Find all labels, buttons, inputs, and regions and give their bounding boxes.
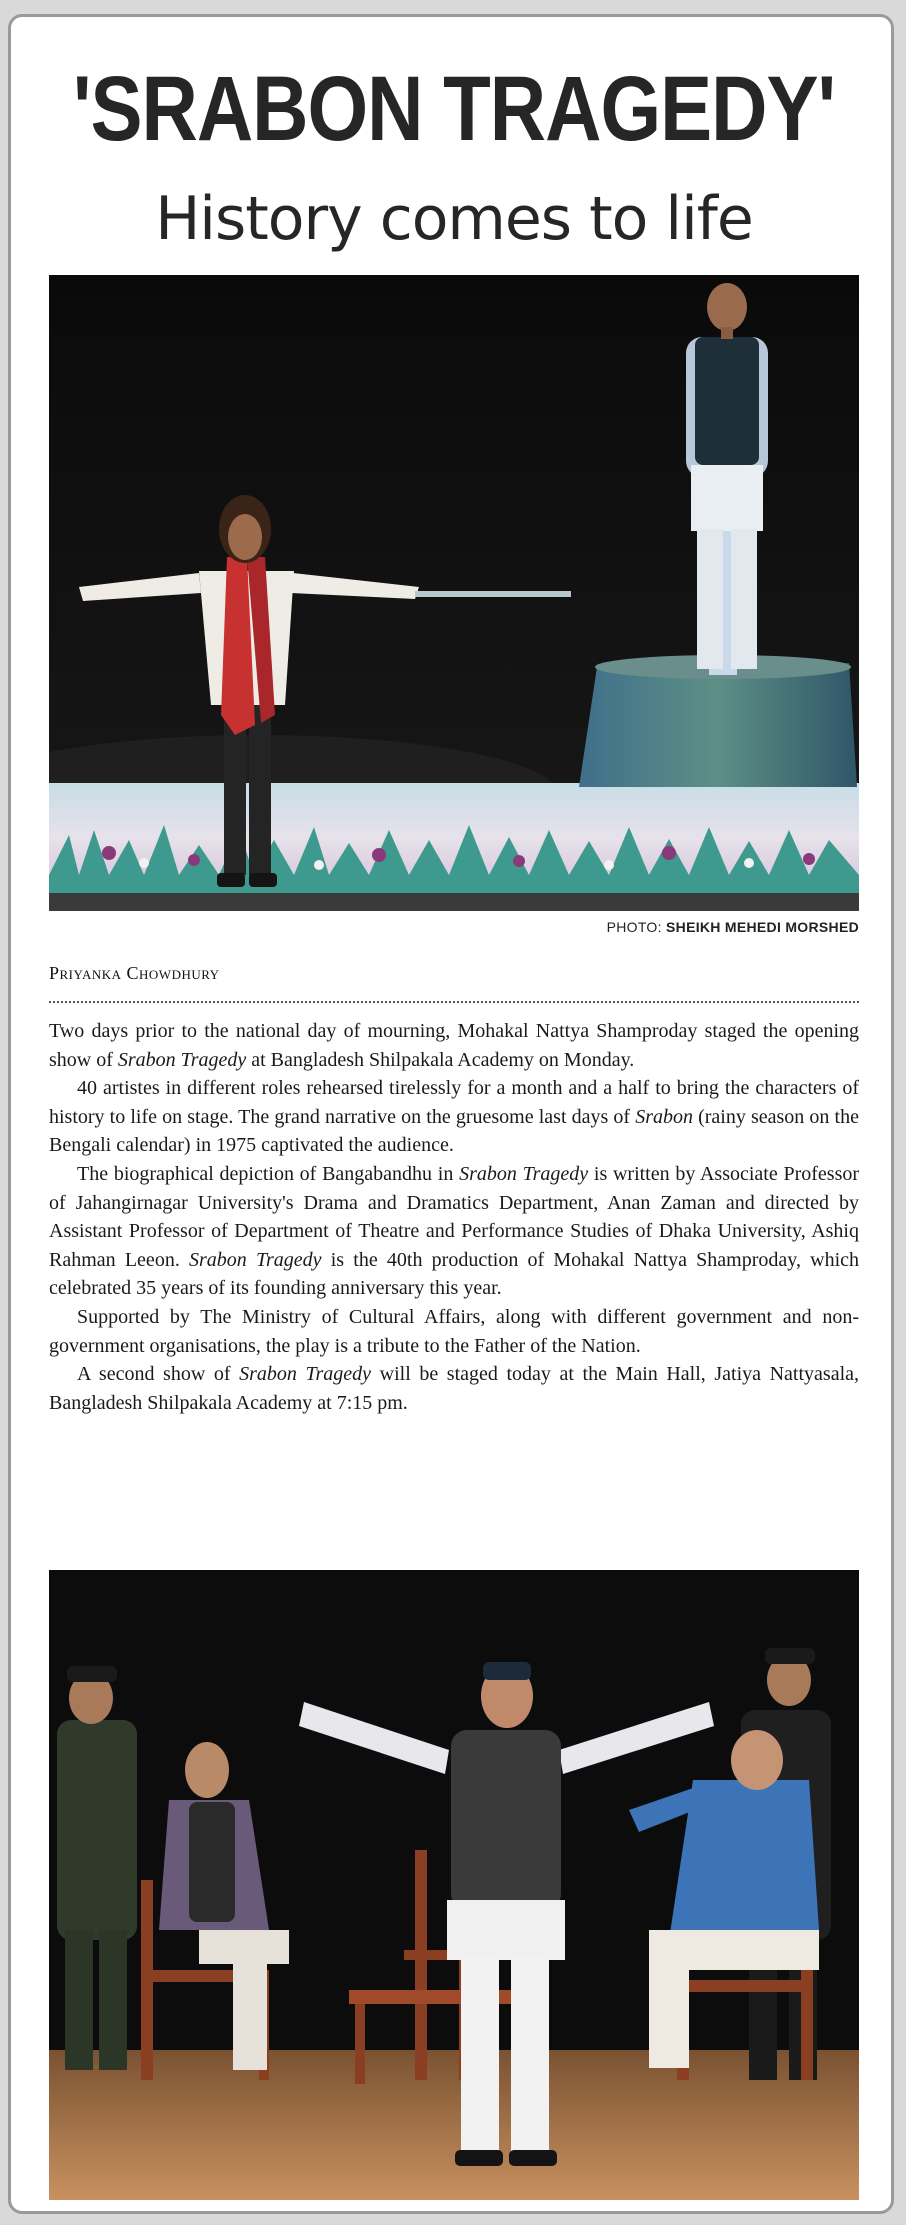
play-title-italic: Srabon Tragedy <box>117 1048 247 1071</box>
subheadline: History comes to life <box>155 184 753 254</box>
article-body <box>49 1017 859 1417</box>
paragraph-3-text-a: The biographical depiction of Bangabandhu in <box>77 1162 460 1185</box>
paragraph-5-text-c: will be staged today at the Main Hall, Jatiya Nattyasala, Bangladesh Shilpakala Academy at 7:15 pm. <box>49 1363 860 1414</box>
paragraph-1-text-a: Two days prior to the national day of mourning, Mohakal Nattya Shamproday staged the opening show of <box>49 1020 859 1071</box>
newspaper-clipping <box>8 14 894 2214</box>
dotted-divider <box>49 1001 859 1003</box>
paragraph-3 <box>49 1160 859 1303</box>
paragraph-5 <box>49 1360 859 1417</box>
paragraph-1-text-c: at Bangladesh Shilpakala Academy on Monday. <box>246 1048 635 1071</box>
headline: 'SRABON TRAGEDY' <box>72 56 836 160</box>
photo-credit-prefix: PHOTO: <box>606 919 662 935</box>
play-title-italic: Srabon Tragedy <box>239 1363 372 1386</box>
stage-photo-top <box>49 275 859 911</box>
stage-photo-bottom-illustration <box>49 1570 859 2200</box>
paragraph-1 <box>49 1017 859 1074</box>
paragraph-3-text-e: is the 40th production of Mohakal Nattya Shamproday, which celebrated 35 years of its founding anniversary this year. <box>49 1248 860 1300</box>
photo-credit-name: SHEIKH MEHEDI MORSHED <box>666 919 859 935</box>
stage-photo-top-illustration <box>49 275 859 911</box>
author-byline: Priyanka Chowdhury <box>49 963 220 983</box>
paragraph-5-text-a: A second show of <box>77 1363 240 1386</box>
paragraph-3-text-c: is written by Associate Professor of Jahangirnagar University's Drama and Dramatics Department, Anan Zaman and directed by Assistant Professor of Department of Theatre and Performance Studies of Dhaka University, Ashiq Rahman Leeon. <box>49 1162 860 1271</box>
srabon-italic: Srabon <box>635 1105 693 1128</box>
paragraph-4 <box>49 1303 859 1360</box>
stage-photo-bottom <box>49 1570 859 2200</box>
paragraph-2 <box>49 1074 859 1160</box>
paragraph-2-text-c: (rainy season on the Bengali calendar) in 1975 captivated the audience. <box>49 1105 859 1157</box>
play-title-italic: Srabon Tragedy <box>189 1248 322 1271</box>
paragraph-2-text-a: 40 artistes in different roles rehearsed tirelessly for a month and a half to bring the characters of history to life on stage. The grand narrative on the gruesome last days of <box>49 1077 859 1128</box>
paragraph-4-text: Supported by The Ministry of Cultural Affairs, along with different government and non-government organisations, the play is a tribute to the Father of the Nation. <box>49 1305 859 1357</box>
photo-credit <box>49 919 859 935</box>
play-title-italic: Srabon Tragedy <box>459 1162 589 1185</box>
